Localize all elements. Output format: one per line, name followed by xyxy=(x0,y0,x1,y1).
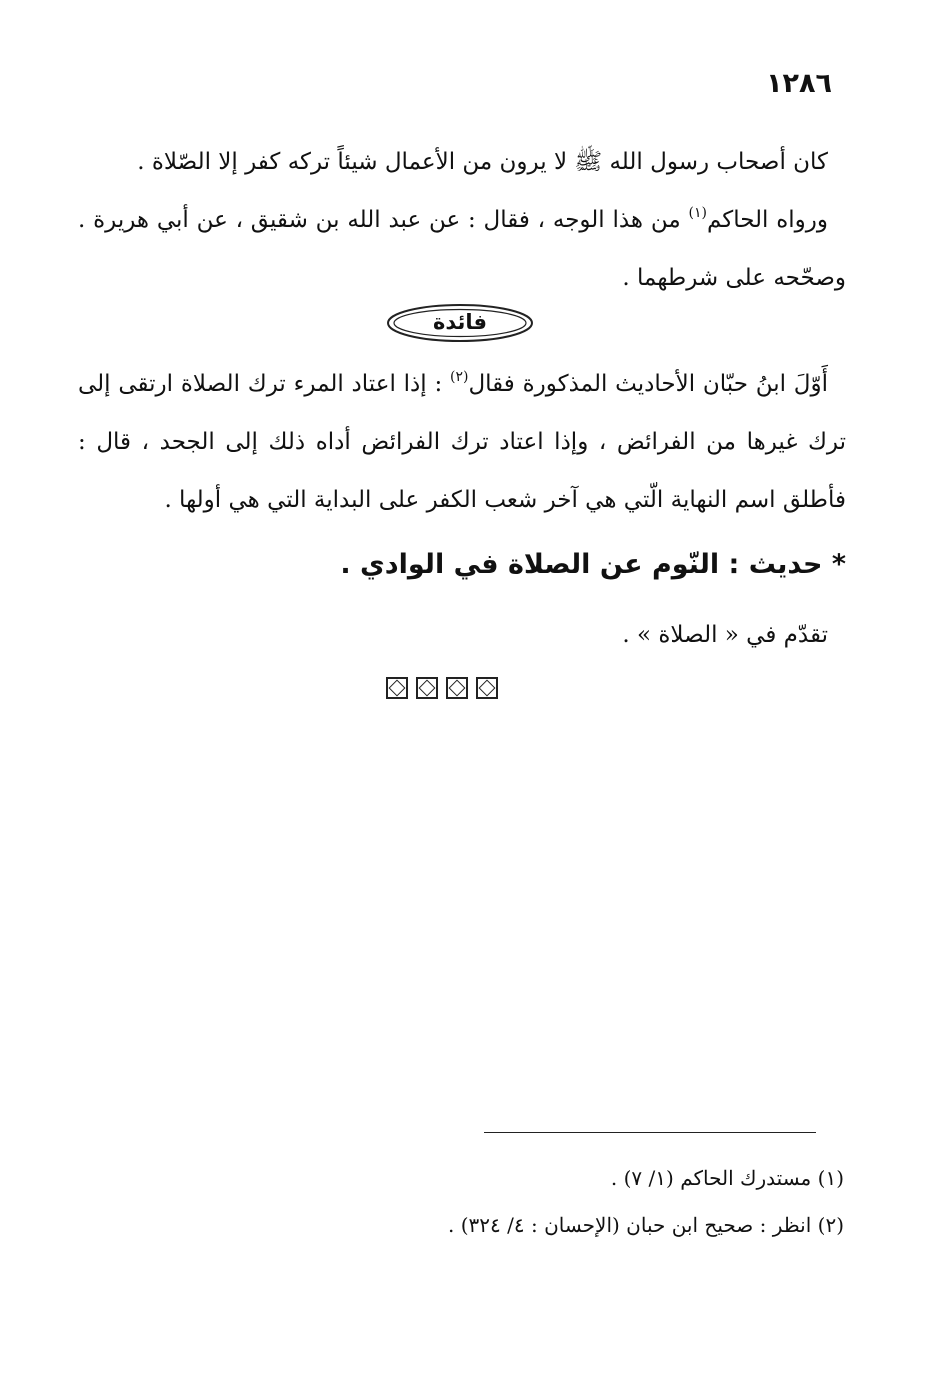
paragraph-companions xyxy=(78,133,846,191)
ornament-icon xyxy=(386,677,408,699)
section-ornaments xyxy=(386,677,498,699)
paragraph-hakim-text-start: ورواه الحاكم xyxy=(706,207,828,233)
footnote-ref-2: (٢) xyxy=(449,369,469,385)
footnote-divider xyxy=(484,1132,816,1133)
paragraph-hakim-text-end: من هذا الوجه ، فقال : عن عبد الله بن شقيق ، عن أبي هريرة . وصحّحه على شرطهما . xyxy=(78,207,846,291)
hadith-note: تقدّم في « الصلاة » . xyxy=(622,622,828,648)
ornament-icon xyxy=(476,677,498,699)
hadith-heading: * حديث : النّوم عن الصلاة في الوادي . xyxy=(340,549,846,580)
faida-title: فائدة xyxy=(432,310,488,334)
ornament-icon xyxy=(446,677,468,699)
paragraph-companions-text: كان أصحاب رسول الله ﷺ لا يرون من الأعمال شيئاً تركه كفر إلا الصّلاة . xyxy=(137,149,828,175)
paragraph-hakim xyxy=(78,191,846,307)
paragraph-ibn-hibban-text-start: أَوّلَ ابنُ حبّان الأحاديث المذكورة فقال xyxy=(468,371,828,397)
page-number: ١٢٨٦ xyxy=(766,68,832,99)
faida-banner xyxy=(385,299,535,347)
paragraph-ibn-hibban xyxy=(78,355,846,529)
paragraph-ibn-hibban-text-end: : إذا اعتاد المرء ترك الصلاة ارتقى إلى ترك غيرها من الفرائض ، وإذا اعتاد ترك الفرائض أداه ذلك إلى الجحد ، قال : فأطلق اسم النهاية الّتي هي آخر شعب الكفر على البداية التي هي أولها . xyxy=(78,371,846,513)
footnote-2: (٢) انظر : صحيح ابن حبان (الإحسان : ٤/ ٣٢٤) . xyxy=(447,1213,844,1237)
ornament-icon xyxy=(416,677,438,699)
footnote-1: (١) مستدرك الحاكم (١/ ٧) . xyxy=(610,1166,844,1190)
footnote-ref-1: (١) xyxy=(688,205,707,221)
